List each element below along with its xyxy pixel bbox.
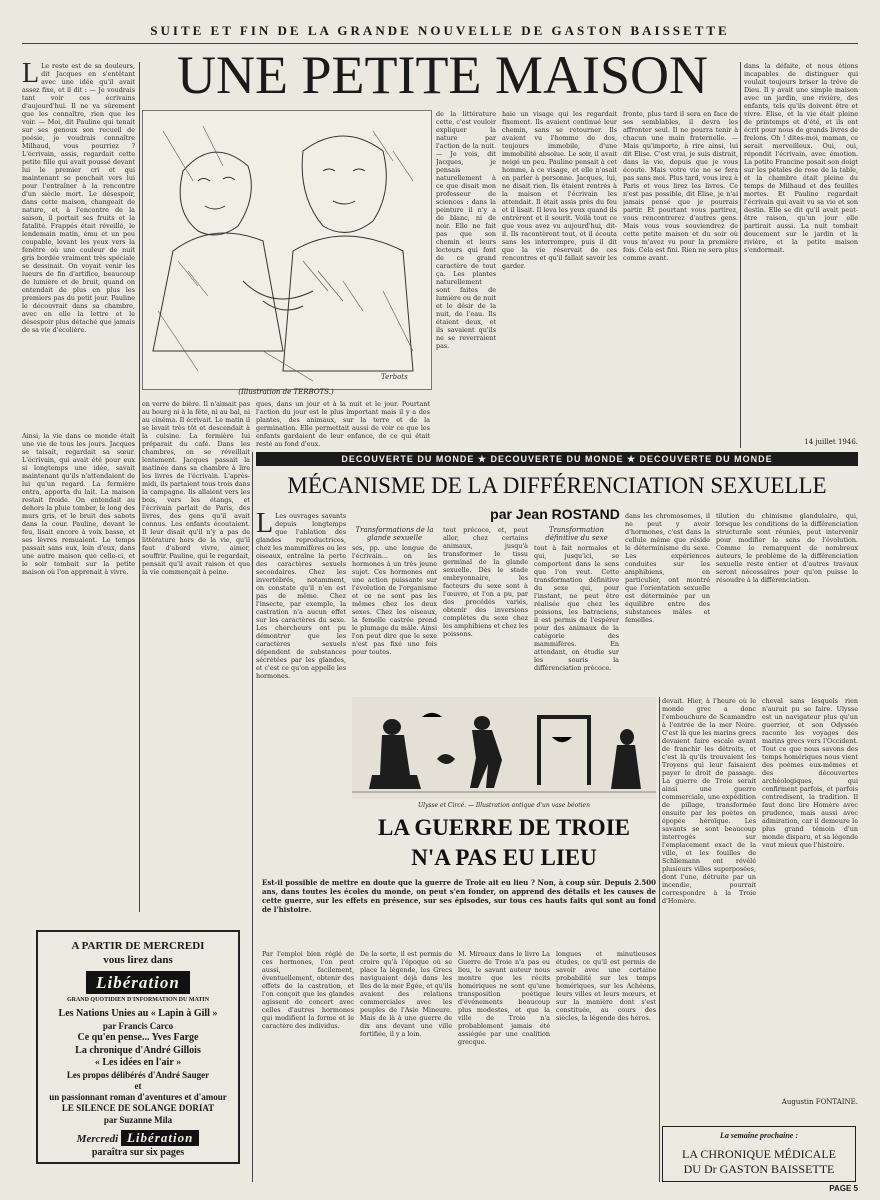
story-date: 14 juillet 1946. xyxy=(804,438,858,446)
ad-item-5: « Les idées en l'air » xyxy=(94,1057,182,1068)
story-column-7: dans la défaite, et nous étions incapables de distinguer qui voulait toujours briser la trêve de Dieu. Il y avait une simple maison avec un jardin, une rivière, des enfants, tels qu'ils doivent être et vivre. Elise, et la vie était pleine de printemps et d'été, et ils ont écrit pour nous de grands livres de frelons. Oh ! dites-moi, maman, ce serait merveilleux. Oui, oui, répondit l'écrivain, avec émotion. La petite Francine posait son doigt sur les pétales de rose de la table, et la chambre était pleine du temps de Milhaud et des feuilles mortes. Et Pauline regardait l'écrivain qui avait vu sa vie et son destin. Elle se dit qu'il avait peut-être raison, qu'un jour elle partirait aussi. La nuit tombait doucement sur le jardin et la rivière, et la petite maison s'endormait. xyxy=(744,62,858,254)
troie-column-1: Par l'emploi bien réglé de ces hormones, l'on peut aussi, facilement, éventuellement, obtenir des effets de la castration, et l'on conçoit que les glandes agissent de concert avec celles d'autres hormones qui modifient la forme et le caractère des individus. xyxy=(262,950,354,1030)
rostand-column-1-text: Les ouvrages savants depuis longtemps que l'ablation des glandes reproductrices, chez les mammifères ou les oiseaux, entraîne la perte des caractères sexuels secondaires. Chez les invertébrés, notamment, on constate qu'il n'en est pas de même. Chez l'insecte, par exemple, la castration n'a aucun effet sur les caractères du sexe. Les chercheurs ont pu démontrer que les caractères sexuels dépendent de substances sécrétées par les glandes, et c'est ce qu'on appelle les hormones. xyxy=(256,512,346,680)
troie-right-column-2: cheval sans lesquels rien n'aurait pu se faire. Ulysse est un navigateur plus qu'un guerrier, et son Odyssée raconte les voyages des marins grecs vers l'Occident. Tout ce que nous savons des temps homériques nous vient des poèmes eux-mêmes et des découvertes archéologiques, qui confirment parfois, et parfois contredisent, la tradition. Il faut donc lire Homère avec prudence, mais aussi avec admiration, car il demeure le plus grand témoin d'un monde disparu, et sa légende vaut mieux que l'histoire. xyxy=(762,697,858,849)
next-week-box xyxy=(662,1126,856,1182)
rostand-column-5: dans les chromosomes, il ne peut y avoir d'hormones, c'est dans la cellule même que réside le déterminisme du sexe. Les expériences conduites sur les amphibiens, en particulier, ont montré que l'orientation sexuelle est déterminée par un équilibre entre des substances mâles et femelles. xyxy=(625,512,710,624)
section-bar-decouverte: DECOUVERTE DU MONDE ★ DECOUVERTE DU MONDE ★ DECOUVERTE DU MONDE xyxy=(256,452,858,466)
liberation-ad xyxy=(36,930,240,1164)
ad-tagline: GRAND QUOTIDIEN D'INFORMATION DU MATIN xyxy=(66,996,210,1003)
column-rule-4 xyxy=(659,697,660,1182)
ad-item-9: LE SILENCE DE SOLANGE DORIAT xyxy=(61,1103,215,1114)
story-column-1-continued: Ainsi, la vie dans ce monde était une vie de tous les jours. Jacques se taisait, regardait sa sœur. L'écrivain, qui avait été pour eux si longtemps une idée, savait maintenant qu'ils n'attendaient de lui qu'un regard. La fermière entra, apporta du lait. La maison restait froide. On entendait au dehors la pluie tomber, le long des murs gris, et le bruit des sabots dans la cour. Pauline, devant le feu, lisait encore à voix basse, et ses lèvres remuaient. Le temps passait sans eux, loin d'eux, dans une autre maison que celle-ci, et le soir tombait sur la petite maison où l'on apprenait à vivre. xyxy=(22,432,135,576)
story-illustration xyxy=(142,110,432,390)
ad-brand: Libération xyxy=(86,971,190,994)
rostand-subhead-2: Transformation définitive du sexe xyxy=(545,526,608,542)
rostand-column-3: tout précoce, et, peut aller, chez certains animaux, jusqu'à transformer le tissu germinal de la glande sexuelle. Dès le stade embryonnaire, les facteurs du sexe sont à l'œuvre, et l'on a pu, par des procédés variés, obtenir des inversions complètes du sexe chez les amphibiens et chez les poissons. xyxy=(443,526,528,638)
troie-right-column-1: devait. Hier, à l'heure où le monde grec a donc l'embouchure de Scamandre à l'entrée de la mer Noire. C'est là que les marins grecs devaient faire escale avant de franchir les détroits, et c'est là qu'ils trouvaient les Troyens qui leur faisaient payer le droit de passage. La guerre de Troie serait ainsi une guerre commerciale, une expédition de pillage, transformée ensuite par les poètes en épopée héroïque. Les savants se sont beaucoup interrogés sur l'emplacement exact de la ville, et les fouilles de Schliemann ont révélé plusieurs villes superposées, dont l'une, détruite par un incendie, pourrait correspondre à la Troie d'Homère. xyxy=(662,697,756,905)
troie-title-line-1: LA GUERRE DE TROIE xyxy=(377,815,630,840)
vase-caption: Ulysse et Circé. — Illustration antique d'un vase béotien xyxy=(418,802,590,809)
story-column-2: en verre de bière. Il n'aimait pas au bourg ni à la fête, ni au bal, ni au cinéma. Il écrivait. Le matin il se levait très tôt et descendait à la cuisine. La fermière lui préparait du café. Dans les chambres, on se réveillait lentement. Jacques passait la matinée dans sa chambre à lire les livres de l'écrivain. L'après-midi, ils partaient tous trois dans la campagne. Ils allaient vers les bois, vers les étangs, et l'écrivain parlait de Paris, des livres, des gens qu'il avait connus. Les enfants écoutaient. Il leur disait qu'il n'y a pas de littérature hors de la vie, qu'il faut d'abord vivre, aimer, souffrir. Pauline, qui le regardait, pensait qu'il avait raison et que la vie commençait à peine. xyxy=(142,400,250,576)
rostand-title: MÉCANISME DE LA DIFFÉRENCIATION SEXUELLE xyxy=(287,473,827,498)
ad-footer xyxy=(38,1130,238,1147)
story-column-3: ques, dans un jour et à la nuit et le jour. Pourtant l'action du jour est le plus important mais il y a des plantes, des animaux, sur la terre et de la germination. Elle permettait aussi de voir ce que les enfants gardaient de leur enfance, de ce qui était resté au fond d'eux. xyxy=(256,400,430,448)
drop-cap: L xyxy=(22,62,40,89)
troie-column-4: longues et minutieuses études, ce qu'il est permis de savoir avec une certaine probabilité sur les temps homériques, sur les Achéens, leurs villes et leurs mœurs, et sur la manière dont s'est constituée, au cours des siècles, la légende des héros. xyxy=(556,950,656,1022)
illustration-caption: (Illustration de TERBOTS.) xyxy=(238,388,334,396)
ad-line-1: A PARTIR DE MERCREDI xyxy=(71,940,205,952)
story-column-6: fronte, plus tard il sera en face de ses semblables, il devra les affronter seul. Il ne pourra tenir à chacun une main fraternelle. — Mais qu'importe, à rire ainsi, lui dit Elise. C'est vrai, je suis distrait, dans la vie, depuis que je vous écoute. Mais votre vie ne se fera pas sans moi. Plus tard, vous irez à Paris et vous lirez les livres. Ce n'est pas possible, dit Élise, je n'ai jamais pensé que je pourrais partir. Et pourtant vous partirez, vous rencontrerez d'autres gens. Mais vous vous souviendrez de cette petite maison et du soir où vous m'avez vu pour la première fois. Cela est fini. Rien ne sera plus comme avant. xyxy=(623,110,738,262)
rostand-column-2 xyxy=(352,526,437,694)
ad-item-8: un passionnant roman d'aventures et d'amour xyxy=(49,1092,227,1102)
story-column-1 xyxy=(22,62,135,428)
troie-title-line-2: N'A PAS EU LIEU xyxy=(411,845,597,870)
ad-footer-brand: Libération xyxy=(121,1130,199,1146)
ad-item-4: La chronique d'André Gillois xyxy=(75,1044,201,1056)
ad-item-3: Ce qu'en pense... Yves Farge xyxy=(77,1032,199,1043)
rostand-column-2-text: ses, pp. une longue de l'écrivain... on les hormones à un très jeune sujet. Ces hormones ont une action puissante sur l'évolution de l'organisme et ce ne sont pas les mêmes chez les deux sexes. Chez les oiseaux, la femelle castrée prend le plumage du mâle. Ainsi l'on peut dire que le sexe n'est pas fixé une fois pour toutes. xyxy=(352,544,437,656)
ad-item-2: par Francis Carco xyxy=(102,1020,174,1031)
ad-item-6: Les propos délibérés d'André Sauger xyxy=(66,1069,210,1080)
rostand-drop-cap: L xyxy=(256,512,274,539)
ad-footer-1: Mercredi xyxy=(76,1132,119,1145)
next-week-line-1: LA CHRONIQUE MÉDICALE xyxy=(682,1147,836,1161)
ad-footer-2: paraîtra sur six pages xyxy=(91,1146,185,1158)
column-rule-1 xyxy=(139,62,140,912)
rostand-column-6: tilution du chimisme glandulaire, qui, lorsque les conditions de la différenciation structurale sont réunies, peut intervenir pour modifier le sens de l'évolution. Comme le remarquent de nombreux auteurs, le problème de la différenciation sexuelle reste entier et d'autres travaux seront nécessaires pour qu'on puisse le résoudre à la différenciation. xyxy=(716,512,858,584)
rostand-column-4-text: tout à fait normales et qui, jusqu'ici, se comportent dans le sens que l'on veut. Cette transformation définitive du sexe qui, pour l'instant, ne peut être réalisée que chez les poissons, les batraciens, il est permis de l'espérer pour des animaux de la catégorie des mammifères. En attendant, on étudie sur les souris la différenciation précoce. xyxy=(534,544,619,672)
troie-intro: Est-il possible de mettre en doute que la guerre de Troie ait eu lieu ? Non, à coup sûr. Depuis 2.500 ans, dans toutes les écoles du monde, on peut s'en fonder, on apprend des détails et les causes de cette guerre, sur les effets en présence, sur ses épisodes, sur tous ces hauts faits qui sont au fond de l'histoire. xyxy=(262,878,656,914)
rostand-column-1 xyxy=(256,512,346,896)
page-number: PAGE 5 xyxy=(829,1184,858,1193)
main-headline: UNE PETITE MAISON xyxy=(177,45,708,105)
sketch-drawing xyxy=(143,111,431,389)
story-column-4: de la littérature cette, c'est vouloir expliquer la nature par l'action de la nuit. — Je vois, dit Jacques, je pensais naturellement à ce que disait mon professeur de sciences : dans la peinture il n'y a de blanc, ni de noir. Elle ne fait pas que son chemin et leurs lecteurs qui font de ce grand caractère de tout ça. Les plantes naturellement sont faites de lumière ou de nuit et le désir de la nuit, de l'eau. Ils étaient deux, et ils savaient qu'ils ne se reverraient pas. xyxy=(436,110,496,350)
rostand-author: par Jean ROSTAND xyxy=(490,506,620,522)
ad-item-10: par Suzanne Mila xyxy=(103,1114,173,1125)
vase-drawing xyxy=(352,697,656,799)
ad-item-7: et xyxy=(134,1080,142,1091)
next-week-label: La semaine prochaine : xyxy=(720,1131,798,1140)
troie-column-3: M. Mireaux dans le livre La Guerre de Troie n'a pas eu lieu, le savant auteur nous montre que les récits homériques ne sont qu'une transposition poétique d'événements beaucoup plus modestes, et que la ville de Troie n'a probablement jamais été assiégée par une coalition grecque. xyxy=(458,950,550,1046)
rostand-subhead-1: Transformations de la glande sexuelle xyxy=(355,526,434,542)
ad-item-1: Les Nations Unies au « Lapin à Gill » xyxy=(58,1008,218,1020)
column-rule-2 xyxy=(740,62,741,448)
ad-line-2: vous lirez dans xyxy=(103,953,173,966)
next-week-line-2: DU Dr GASTON BAISSETTE xyxy=(683,1162,835,1176)
troie-signature: Augustin FONTAINE. xyxy=(781,1098,858,1106)
illustration-signature: Terbots xyxy=(381,373,408,381)
story-column-1-text: Le reste est de sa douleurs, dit Jacques en s'entêtant avec une idée qu'il avait assez fixe, et il dit : — Je voudrais tant voir ces écrivains d'aujourd'hui. Il ne va sûrement que les connaître, rien que les voir. — Moi, dit Pauline qui tenait sur ses genoux son recueil de poésie, je voudrais connaître Milhaud, vous pourriez ? L'écrivain, assis, regardait cette petite fille qui avait poussé devant lui le premier cri et qui maintenant se penchait vers lui pour l'entraîner à la rencontre d'un siècle mort. Le désespoir, dans cette maison, changeait de nature, et, à l'encontre de la saison, il portait ses fruits et la fatalité. Frappés était réveillé, le lendemain matin, ému et un peu coupable, levant les yeux vers la fenêtre où une couleur de nuit gris bordée vraiment très spéciale se dessinait. On voyait venir les lueurs de fin d'artifice, beaucoup de lumière et de bruit, quand on entendait de plus en plus les premiers pas du petit jour. Pauline le découvrait dans sa chambre, avec en elle la lettre et le désespoir plus détaché que jamais de sa vie d'écolière. xyxy=(22,62,135,334)
troie-column-2: De la sorte, il est permis de croire qu'à l'époque où se place la légende, les Grecs naviguaient déjà dans les îles de la mer Égée, et qu'ils avaient des relations commerciales avec les peuples de l'Asie Mineure. Mais de là à une guerre de dix ans devant une ville fortifiée, il y a loin. xyxy=(360,950,452,1038)
column-rule-3 xyxy=(252,452,253,1182)
story-column-5: haie un visage qui les regardait fixement. Ils avaient continué leur chemin, sans se retourner. Ils avaient vu l'homme de dos, toujours immobile, d'une immobilité absolue. Le soir, il avait neigé un peu. Pauline pensait à cet homme, à ce visage, et elle n'osait en parler à personne. Jacques, lui, ne disait rien. Ils étaient rentrés à la maison et l'écrivain les attendait. Il était assis près du feu et il lisait. Il leva les yeux quand ils entrèrent et il sourit. Voilà tout ce que vous avez vu aujourd'hui, dit-il. Ils racontèrent tout, et il écouta sans les interrompre, puis il dit que la vie réservait de ces rencontres et qu'il fallait savoir les garder. xyxy=(502,110,617,270)
vase-illustration xyxy=(352,697,656,799)
header-strip: SUITE ET FIN DE LA GRANDE NOUVELLE DE GASTON BAISSETTE xyxy=(150,23,730,38)
rostand-column-4 xyxy=(534,526,619,694)
